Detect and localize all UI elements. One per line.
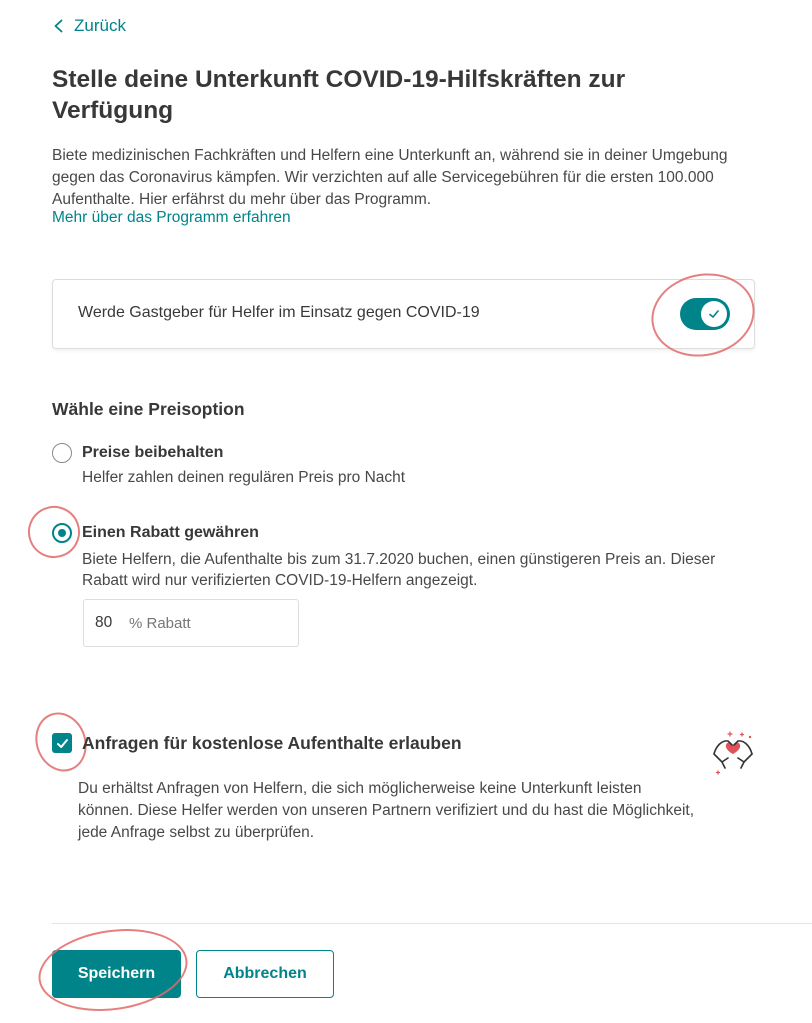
discount-input[interactable] <box>95 614 121 632</box>
hands-heart-icon <box>708 728 758 776</box>
toggle-knob <box>701 301 727 327</box>
checkmark-icon <box>708 308 720 320</box>
intro-text: Biete medizinischen Fachkräften und Helfern eine Unterkunft an, während sie in deiner Umgebung gegen das Coronavirus kämpfen. Wir verzichten auf alle Servicegebühren für die ersten 100.000 Aufenthalte. Hier erfährst du mehr über das Programm. <box>52 147 728 208</box>
discount-input-box[interactable] <box>83 599 299 647</box>
footer-divider <box>52 923 812 924</box>
checkmark-icon <box>56 737 69 750</box>
page-title: Stelle deine Unterkunft COVID-19-Hilfskräften zur Verfügung <box>52 66 626 124</box>
back-link[interactable] <box>52 16 126 36</box>
option-keep-prices-description: Helfer zahlen deinen regulären Preis pro Nacht <box>82 469 406 486</box>
option-discount-title: Einen Rabatt gewähren <box>82 524 259 541</box>
learn-more-link[interactable]: Mehr über das Programm erfahren <box>52 209 291 226</box>
back-label: Zurück <box>74 16 126 35</box>
save-button[interactable]: Speichern <box>52 950 181 998</box>
free-stays-checkbox[interactable] <box>52 733 72 753</box>
pricing-section-title: Wähle eine Preisoption <box>52 399 245 419</box>
host-toggle-switch[interactable] <box>680 298 730 330</box>
chevron-left-icon <box>52 19 66 33</box>
option-discount-description: Biete Helfern, die Aufenthalte bis zum 31.7.2020 buchen, einen günstigeren Preis an. Dieser Rabatt wird nur verifizierten COVID-19-Helfern angezeigt. <box>82 551 716 589</box>
option-keep-prices-title: Preise beibehalten <box>82 444 224 461</box>
host-toggle-card <box>52 279 755 349</box>
free-stays-description: Du erhältst Anfragen von Helfern, die sich möglicherweise keine Unterkunft leisten können. Diese Helfer werden von unseren Partnern verifiziert und du hast die Möglichkeit, jede Anfrage selbst zu überprüfen. <box>78 780 695 841</box>
radio-keep-prices[interactable] <box>52 443 72 463</box>
discount-suffix: % Rabatt <box>129 614 191 632</box>
free-stays-label: Anfragen für kostenlose Aufenthalte erlauben <box>82 733 462 753</box>
host-toggle-label: Werde Gastgeber für Helfer im Einsatz gegen COVID-19 <box>78 304 480 321</box>
cancel-button[interactable]: Abbrechen <box>196 950 334 998</box>
radio-give-discount[interactable] <box>52 523 72 543</box>
